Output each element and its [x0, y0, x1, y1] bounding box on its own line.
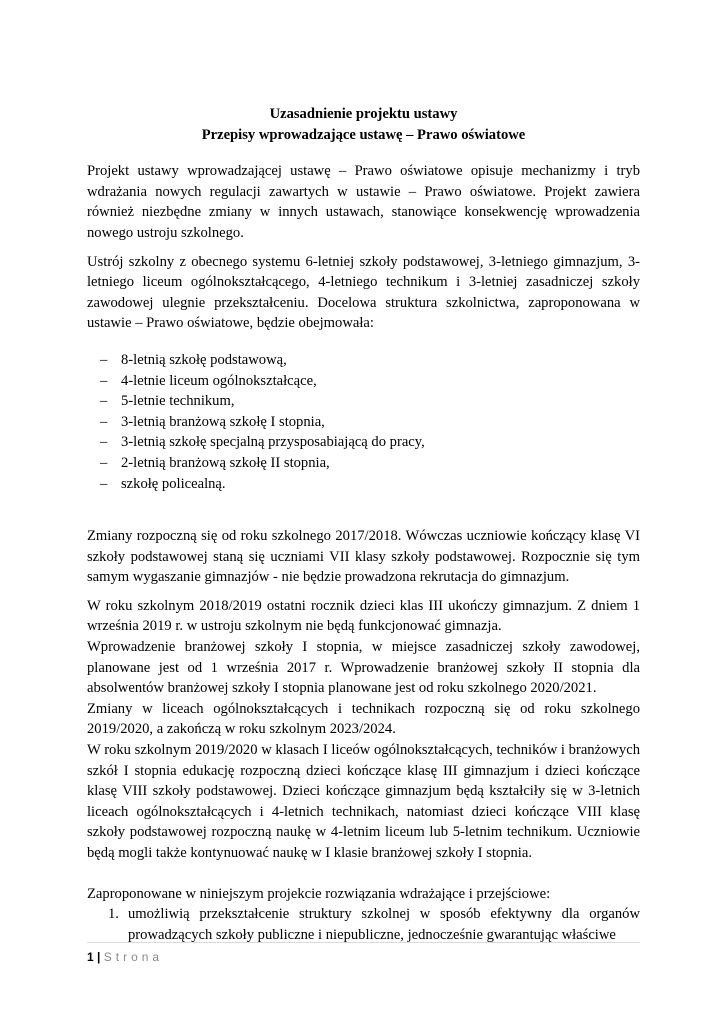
paragraph-structure: Ustrój szkolny z obecnego systemu 6-letniej szkoły podstawowej, 3-letniego gimnazjum, 3-letniego liceum ogólnokształcącego, 4-letniego technikum i 3-letniej zasadniczej szkoły zawodowej ulegnie przekształceniu. Docelowa struktura szkolnictwa, zaproponowana w ustawie – Prawo oświatowe, będzie obejmowała: — [87, 253, 640, 332]
spacer — [87, 864, 640, 884]
paragraph-vocational: Wprowadzenie branżowej szkoły I stopnia, w miejsce zasadniczej szkoły zawodowej, planowane jest od 1 września 2017 r. Wprowadzenie branżowej szkoły II stopnia dla absolwentów branżowej szkoły I stopnia planowane jest od roku szkolnego 2020/2021. — [87, 639, 640, 697]
document-page — [87, 104, 640, 945]
footer-divider — [87, 942, 640, 943]
proposals-list — [87, 904, 640, 945]
school-types-list — [87, 350, 640, 494]
paragraph-transition: W roku szkolnym 2019/2020 w klasach I liceów ogólnokształcących, techników i branżowych szkół I stopnia edukację rozpoczną dzieci kończące klasę III gimnazjum i dzieci kończące klasę VIII szkoły podstawowej. Dzieci kończące gimnazjum będą kształciły się w 3-letnich liceach ogólnokształcących i 4-letnich technikach, natomiast dzieci kończące VIII klasę szkoły podstawowej rozpoczną naukę w 4-letnim liceum lub 5-letnim technikum. Uczniowie będą mogli także kontynuować naukę w I klasie branżowej szkoły I stopnia. — [87, 742, 640, 861]
list-item: – 3-letnią branżową szkołę I stopnia, — [87, 412, 640, 433]
list-item: – 3-letnią szkołę specjalną przysposabiającą do pracy, — [87, 432, 640, 453]
list-item: – 5-letnie technikum, — [87, 391, 640, 412]
list-item: – 4-letnie liceum ogólnokształcące, — [87, 371, 640, 392]
dash-bullet-icon: – — [100, 454, 108, 471]
footer-separator: | — [97, 950, 101, 964]
list-item: 1. umożliwią przekształcenie struktury szkolnej w sposób efektywny dla organów prowadzących szkoły publiczne i niepubliczne, jednocześnie gwarantując właściwe — [108, 906, 640, 943]
page-footer — [87, 950, 163, 964]
list-item: – szkołę policealną. — [87, 474, 640, 495]
paragraph-intro: Projekt ustawy wprowadzającej ustawę – Prawo oświatowe opisuje mechanizmy i tryb wdrażania nowych regulacji zawartych w ustawie – Prawo oświatowe. Projekt zawiera również niezbędne zmiany w innych ustawach, stanowiące konsekwencję wprowadzenia nowego ustroju szkolnego. — [87, 163, 640, 241]
page-number: 1 — [87, 950, 94, 964]
spacer — [87, 494, 640, 526]
dash-bullet-icon: – — [100, 393, 108, 410]
document-title: Uzasadnienie projektu ustawy — [269, 106, 458, 122]
list-number: 1. — [108, 906, 119, 923]
list-item: – 2-letnią branżową szkołę II stopnia, — [87, 453, 640, 474]
dash-bullet-icon: – — [100, 475, 108, 492]
dash-bullet-icon: – — [100, 434, 108, 451]
paragraph-changes-start: Zmiany rozpoczną się od roku szkolnego 2017/2018. Wówczas uczniowie kończący klasę VI szkoły podstawowej staną się uczniami VII klasy szkoły podstawowej. Rozpocznie się tym samym wygaszanie gimnazjów - nie będzie prowadzona rekrutacja do gimnazjum. — [87, 528, 640, 586]
document-subtitle: Przepisy wprowadzające ustawę – Prawo oświatowe — [201, 126, 526, 143]
dash-bullet-icon: – — [100, 413, 108, 430]
page-label: Strona — [103, 950, 164, 964]
paragraph-gymnasium-end: W roku szkolnym 2018/2019 ostatni rocznik dzieci klas III ukończy gimnazjum. Z dniem 1 września 2019 r. w ustroju szkolnym nie będą funkcjonować gimnazja. — [87, 597, 640, 635]
dash-bullet-icon: – — [100, 372, 108, 389]
list-item: – 8-letnią szkołę podstawową, — [87, 350, 640, 371]
paragraph-proposals: Zaproponowane w niniejszym projekcie rozwiązania wdrażające i przejściowe: — [87, 885, 551, 902]
paragraph-high-schools: Zmiany w liceach ogólnokształcących i technikach rozpoczną się od roku szkolnego 2019/2020, a zakończą w roku szkolnym 2023/2024. — [87, 700, 640, 738]
dash-bullet-icon: – — [100, 351, 108, 368]
title-block — [87, 104, 640, 145]
